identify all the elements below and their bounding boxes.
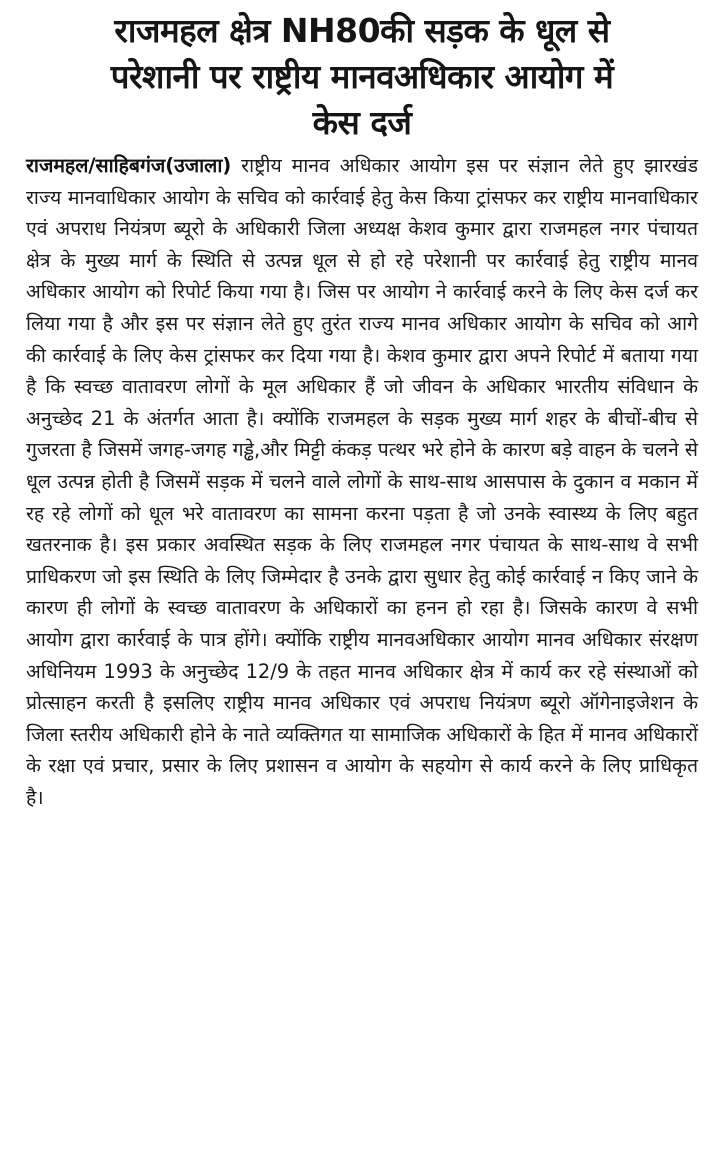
headline-line-2: परेशानी पर राष्ट्रीय मानवअधिकार आयोग में <box>110 57 614 96</box>
headline-line-1: राजमहल क्षेत्र NH80की सड़क के धूल से <box>114 11 610 50</box>
dateline: राजमहल/साहिबगंज(उजाला) <box>26 154 232 177</box>
article-body <box>26 150 698 813</box>
article-text: राष्ट्रीय मानव अधिकार आयोग इस पर संज्ञान लेते हुए झारखंड राज्य मानवाधिकार आयोग के सचिव को कार्रवाई हेतु केस किया ट्रांसफर कर राष्ट्रीय मानवाधिकार एवं अपराध नियंत्रण ब्यूरो के अधिकारी जिला अध्यक्ष केशव कुमार द्वारा राजमहल नगर पंचायत क्षेत्र के मुख्य मार्ग के स्थिति से उत्पन्न धूल से हो रहे परेशानी पर कार्रवाई हेतु राष्ट्रीय मानव अधिकार आयोग को रिपोर्ट किया गया है। जिस पर आयोग ने कार्रवाई करने के लिए केस दर्ज कर लिया गया है और इस पर संज्ञान लेते हुए तुरंत राज्य मानव अधिकार आयोग के सचिव को आगे की कार्रवाई के लिए केस ट्रांसफर कर दिया गया है। केशव कुमार द्वारा अपने रिपोर्ट में बताया गया है कि स्वच्छ वातावरण लोगों के मूल अधिकार हैं जो जीवन के अधिकार भारतीय संविधान के अनुच्छेद 21 के अंतर्गत आता है। क्योंकि राजमहल के सड़क मुख्य मार्ग शहर के बीचों-बीच से गुजरता है जिसमें जगह-जगह गड्ढे,और मिट्टी कंकड़ पत्थर भरे होने के कारण बड़े वाहन के चलने से धूल उत्पन्न होती है जिसमें सड़क में चलने वाले लोगों के साथ-साथ आसपास के दुकान व मकान में रह रहे लोगों को धूल भरे वातावरण का सामना करना पड़ता है जो उनके स्वास्थ्य के लिए बहुत खतरनाक है। इस प्रकार अवस्थित सड़क के लिए राजमहल नगर पंचायत के साथ-साथ वे सभी प्राधिकरण जो इस स्थिति के लिए जिम्मेदार है उनके द्वारा सुधार हेतु कोई कार्रवाई न किए जाने के कारण ही लोगों के स्वच्छ वातावरण के अधिकारों का हनन हो रहा है। जिसके कारण वे सभी आयोग द्वारा कार्रवाई के पात्र होंगे। क्योंकि राष्ट्रीय मानवअधिकार आयोग मानव अधिकार संरक्षण अधिनियम 1993 के अनुच्छेद 12/9 के तहत मानव अधिकार क्षेत्र में कार्य कर रहे संस्थाओं को प्रोत्साहन करती है इसलिए राष्ट्रीय मानव अधिकार एवं अपराध नियंत्रण ब्यूरो ऑगेनाइजेशन के जिला स्तरीय अधिकारी होने के नाते व्यक्तिगत या सामाजिक अधिकारों के हित में मानव अधिकारों के रक्षा एवं प्रचार, प्रसार के लिए प्रशासन व आयोग के सहयोग से कार्य करने के लिए प्राधिकृत है। <box>26 154 698 809</box>
headline-line-3: केस दर्ज <box>312 103 412 142</box>
headline <box>26 8 698 146</box>
